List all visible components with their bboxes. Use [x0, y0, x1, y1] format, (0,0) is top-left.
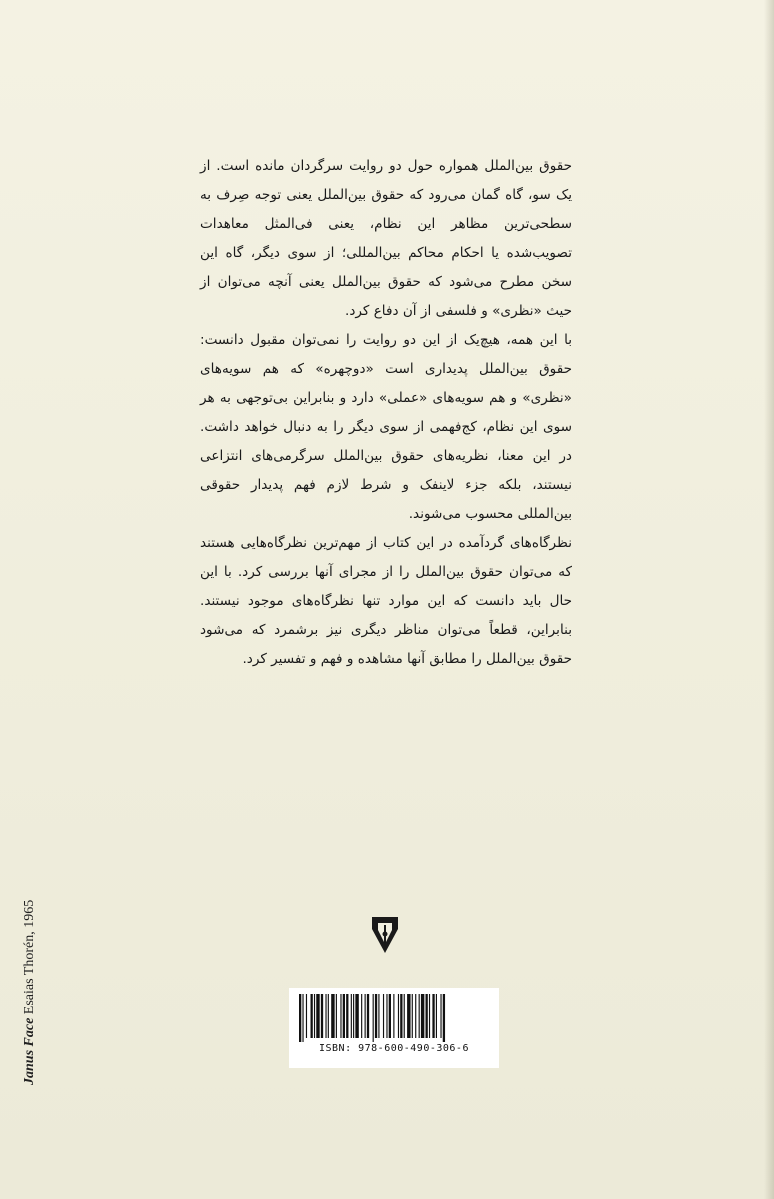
barcode-bar — [393, 994, 394, 1038]
barcode-bar — [346, 994, 348, 1038]
artwork-artist-year: Esaias Thorén, 1965 — [22, 899, 37, 1015]
barcode-bar — [373, 994, 374, 1042]
pen-nib-logo-icon — [370, 915, 400, 955]
barcode-bar — [367, 994, 369, 1038]
blurb-paragraph-3: نظرگاه‌های گردآمده در این کتاب از مهم‌ترین نظرگاه‌هایی هستند که می‌توان حقوق بین‌الملل را از مجرای آنها بررسی کرد. با این حال باید دانست که این موارد تنها نظرگاه‌های موجود نیستند. بنابراین، قطعاً می‌توان مناظر دیگری نیز برشمرد که می‌شود حقوق بین‌الملل را مطابق آنها مشاهده و فهم و تفسیر کرد. — [200, 535, 572, 667]
barcode-bar — [343, 994, 345, 1038]
barcode-bar — [400, 994, 402, 1038]
back-cover-blurb — [200, 152, 572, 674]
barcode-bar — [412, 994, 413, 1038]
barcode-bar — [340, 994, 341, 1038]
barcode-bar — [316, 994, 319, 1038]
barcode-bar — [436, 994, 437, 1038]
barcode-bar — [440, 994, 441, 1038]
barcode-bar — [375, 994, 377, 1038]
barcode-bar — [404, 994, 405, 1038]
barcode-bar — [325, 994, 326, 1038]
barcode-bar — [365, 994, 366, 1038]
barcode-bar — [361, 994, 362, 1038]
barcode-bar — [429, 994, 430, 1038]
barcode-bar — [419, 994, 420, 1038]
barcode-bar — [378, 994, 379, 1038]
barcode-bar — [398, 994, 399, 1038]
barcode-bar — [415, 994, 416, 1038]
artwork-title: Janus Face — [22, 1017, 37, 1085]
barcode-bar — [336, 994, 337, 1038]
barcode-bars — [295, 994, 493, 1042]
barcode-bar — [353, 994, 354, 1038]
barcode-bar — [321, 994, 323, 1038]
barcode-bar — [314, 994, 315, 1038]
barcode — [289, 988, 499, 1068]
barcode-bar — [331, 994, 334, 1038]
barcode-bar — [443, 994, 445, 1042]
barcode-bar — [299, 994, 301, 1042]
barcode-bar — [426, 994, 428, 1038]
barcode-bar — [355, 994, 358, 1038]
barcode-bar — [351, 994, 352, 1038]
page-edge — [764, 0, 774, 1199]
cover-art-credit — [22, 900, 38, 1085]
barcode-bar — [311, 994, 313, 1038]
barcode-bar — [383, 994, 384, 1038]
blurb-paragraph-1: حقوق بین‌الملل همواره حول دو روایت سرگردان مانده است. از یک سو، گاه گمان می‌رود که حقوق بین‌الملل یعنی توجه صِرف به سطحی‌ترین مظاهر این نظام، یعنی فی‌المثل معاهدات تصویب‌شده یا احکام محاکم بین‌المللی؛ از سوی دیگر، گاه این سخن مطرح می‌شود که حقوق بین‌الملل یعنی آنچه می‌توان از حیث «نظری» و فلسفی از آن دفاع کرد. — [200, 158, 572, 319]
barcode-bar — [407, 994, 410, 1038]
isbn-text: ISBN: 978-600-490-306-6 — [319, 1043, 469, 1054]
barcode-bar — [302, 994, 303, 1042]
barcode-bar — [328, 994, 329, 1038]
barcode-bar — [386, 994, 387, 1038]
barcode-bar — [421, 994, 424, 1038]
barcode-bar — [389, 994, 391, 1038]
blurb-paragraph-2: با این همه، هیچ‌یک از این دو روایت را نمی‌توان مقبول دانست: حقوق بین‌الملل پدیداری است «دوچهره» که هم سویه‌های «نظری» و هم سویه‌های «عملی» دارد و بنابراین بی‌توجهی به هر سوی این نظام، کج‌فهمی از سوی دیگر را به دنبال خواهد داشت. در این معنا، نظریه‌های حقوق بین‌الملل سرگرمی‌های انتزاعی نیستند، بلکه جزء لاینفک و شرط لازم فهم پدیدار حقوقی بین‌المللی محسوب می‌شوند. — [200, 332, 572, 522]
barcode-bar — [306, 994, 307, 1038]
barcode-bar — [432, 994, 434, 1038]
